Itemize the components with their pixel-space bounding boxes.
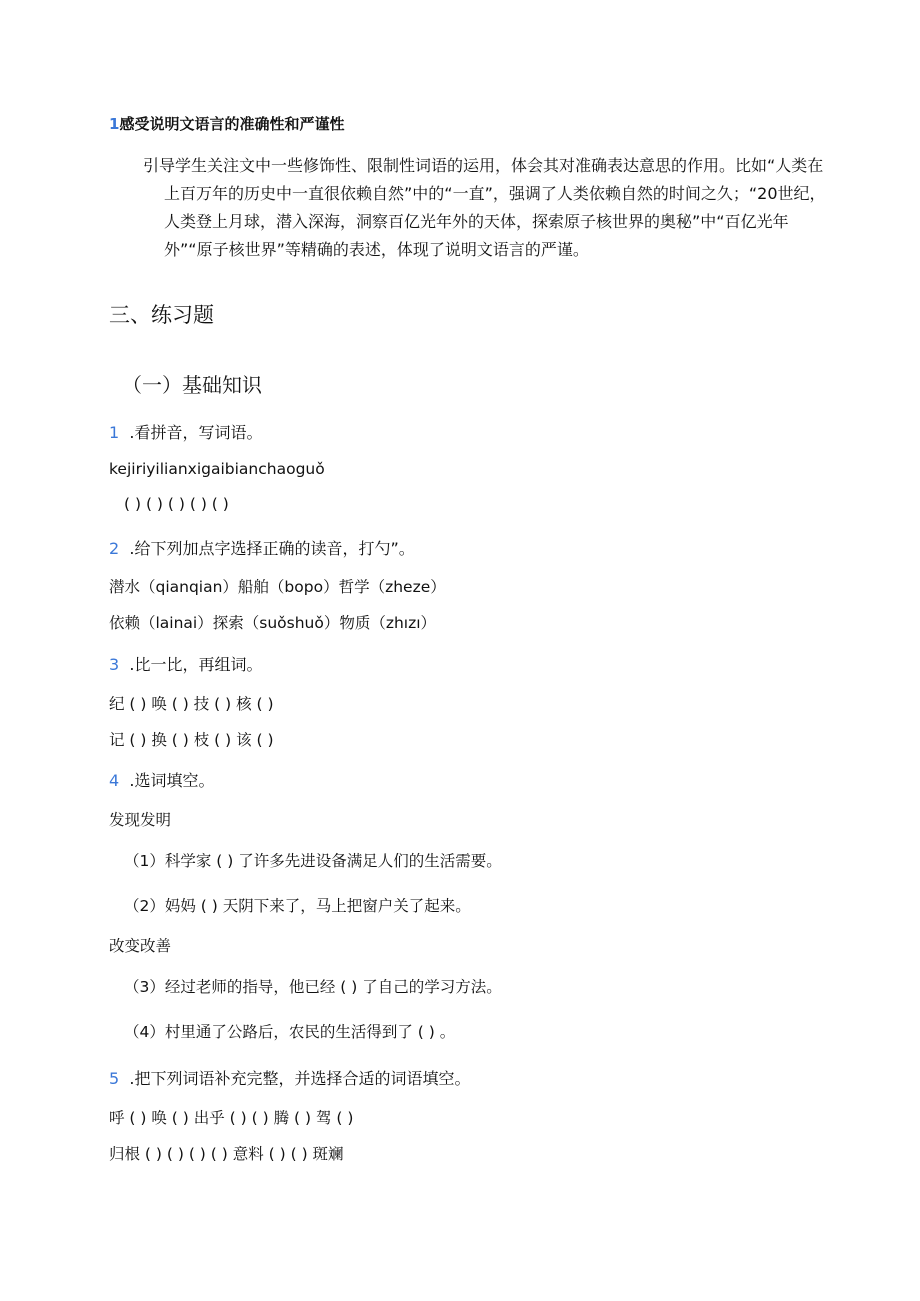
question-text: .比一比，再组词。 xyxy=(129,655,263,674)
sentence-1: （1）科学家 ( ) 了许多先进设备满足人们的生活需要。 xyxy=(124,852,502,870)
section-title: 感受说明文语言的准确性和严谨性 xyxy=(119,115,345,133)
section-three-title: 三、练习题 xyxy=(109,303,214,327)
basic-knowledge-title: （一）基础知识 xyxy=(122,373,262,397)
question-text: .看拼音，写词语。 xyxy=(129,423,263,442)
paragraph-line-2: 上百万年的历史中一直很依赖自然”中的“一直”，强调了人类依赖自然的时间之久；“20世纪， xyxy=(164,184,826,203)
question-5 xyxy=(109,1066,470,1089)
question-number: 5 xyxy=(109,1069,120,1088)
sentence-3: （3）经过老师的指导，他已经 ( ) 了自己的学习方法。 xyxy=(124,978,502,996)
sentence-4: （4）村里通了公路后，农民的生活得到了 ( ) 。 xyxy=(124,1023,456,1041)
section-number: 1 xyxy=(109,115,120,133)
paragraph-line-3: 人类登上月球，潜入深海，洞察百亿光年外的天体，探索原子核世界的奥秘”中“百亿光年 xyxy=(164,212,789,231)
question-number: 4 xyxy=(109,771,120,790)
answer-blanks: ( ) ( ) ( ) ( ) ( ) xyxy=(124,495,229,513)
question-2 xyxy=(109,536,415,559)
paragraph-line-1: 引导学生关注文中一些修饰性、限制性词语的运用，体会其对准确表达意思的作用。比如“人类在 xyxy=(143,156,824,175)
compare-line-1: 纪 ( ) 唤 ( ) 技 ( ) 核 ( ) xyxy=(109,695,274,713)
pronunciation-line-1: 潜水（qianqian）船舶（bopo）哲学（zheze） xyxy=(109,578,446,596)
pinyin-line: kejiriyilianxigaibianchaoguǒ xyxy=(109,460,325,478)
question-text: .给下列加点字选择正确的读音，打勺”。 xyxy=(129,539,415,558)
compare-line-2: 记 ( ) 换 ( ) 枝 ( ) 该 ( ) xyxy=(109,731,274,749)
question-4 xyxy=(109,768,214,791)
word-choice-2: 改变改善 xyxy=(109,937,172,955)
pronunciation-line-2: 依赖（lainai）探索（suǒshuǒ）物质（zhızı） xyxy=(109,614,437,632)
section-heading xyxy=(109,113,344,134)
question-1 xyxy=(109,420,262,443)
paragraph-line-4: 外”“原子核世界”等精确的表述，体现了说明文语言的严谨。 xyxy=(164,240,589,259)
idiom-line-1: 呼 ( ) 唤 ( ) 出乎 ( ) ( ) 腾 ( ) 驾 ( ) xyxy=(109,1109,354,1127)
question-text: .选词填空。 xyxy=(129,771,215,790)
sentence-2: （2）妈妈 ( ) 天阴下来了，马上把窗户关了起来。 xyxy=(124,897,471,915)
question-text: .把下列词语补充完整，并选择合适的词语填空。 xyxy=(129,1069,471,1088)
question-number: 2 xyxy=(109,539,120,558)
idiom-line-2: 归根 ( ) ( ) ( ) ( ) 意料 ( ) ( ) 斑斓 xyxy=(109,1145,344,1163)
question-number: 1 xyxy=(109,423,120,442)
question-3 xyxy=(109,652,262,675)
word-choice-1: 发现发明 xyxy=(109,811,172,829)
question-number: 3 xyxy=(109,655,120,674)
